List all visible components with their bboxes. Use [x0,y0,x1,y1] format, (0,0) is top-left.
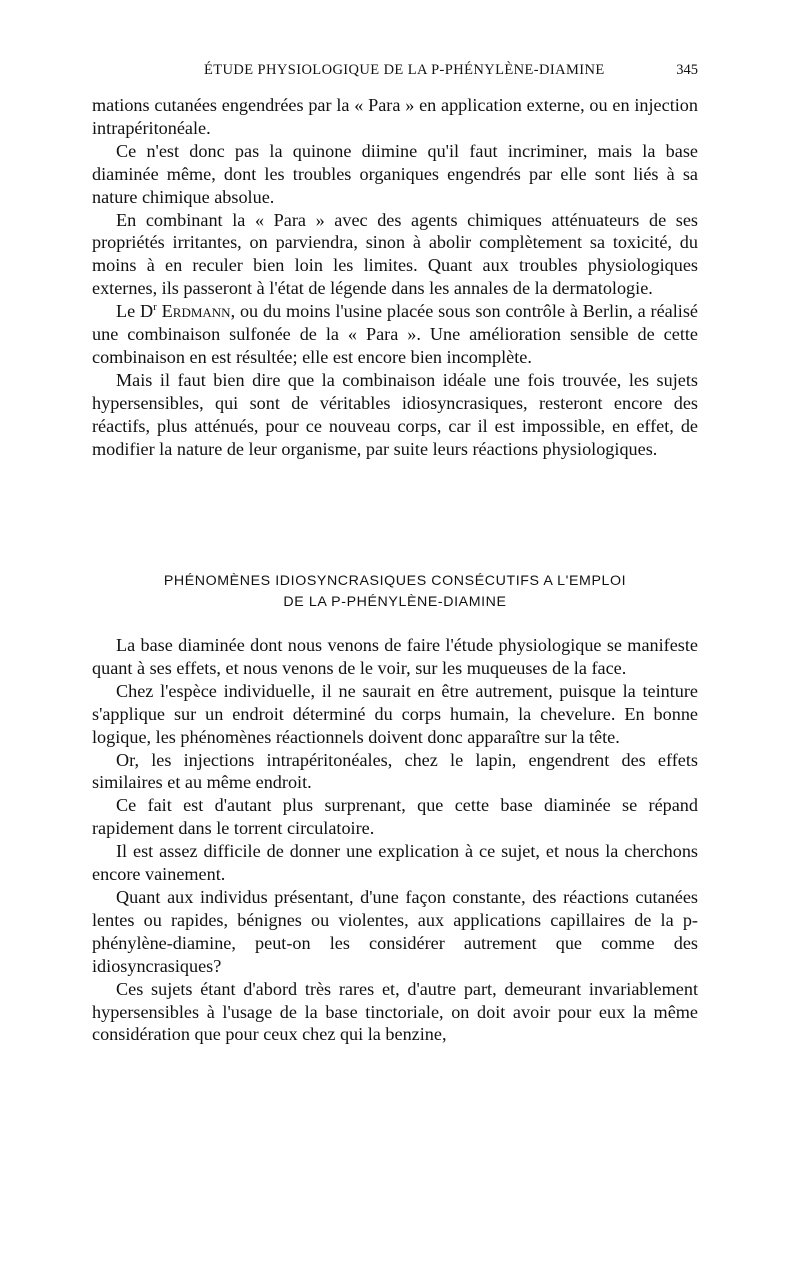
doctor-abbrev: Le D [116,301,154,322]
body-text-section-1 [92,94,698,461]
page-number: 345 [676,62,698,78]
paragraph: mations cutanées engendrées par la « Para » en application externe, ou en injection intrapéritonéale. [92,95,698,138]
paragraph: Ces sujets étant d'abord très rares et, d'autre part, demeurant invariablement hypersensibles à l'usage de la base tinctoriale, on doit avoir pour eux la même considération que pour ceux chez qui la benzine, [92,978,698,1045]
paragraph: Or, les injections intrapéritonéales, chez le lapin, engendrent des effets similaires et au même endroit. [92,749,698,793]
paragraph: Ce fait est d'autant plus surprenant, que cette base diaminée se répand rapidement dans le torrent circulatoire. [92,795,698,839]
paragraph-rest: , ou du moins l'usine placée sous son contrôle à Berlin, a réalisé une combinaison sulfonée de la « Para ». Une amélioration sensible de cette combinaison en est résultée; elle est encore bien incomplète. [92,301,698,367]
running-head [92,60,698,86]
paragraph: Mais il faut bien dire que la combinaison idéale une fois trouvée, les sujets hypersensibles, qui sont de véritables idiosyncrasiques, resteront encore des réactifs, plus atténués, pour ce nouveau corps, car il est impossible, en effet, de modifier la nature de leur organisme, par suite leurs réactions physiologiques. [92,369,698,459]
paragraph: En combinant la « Para » avec des agents chimiques atténuateurs de ses propriétés irritantes, on parviendra, sinon à abolir complètement sa toxicité, du moins à en reculer bien loin les limites. Quant aux troubles physiologiques externes, ils passeront à l'état de légende dans les annales de la dermatologie. [92,209,698,299]
paragraph: Chez l'espèce individuelle, il ne saurait en être autrement, puisque la teinture s'applique sur un endroit déterminé du corps humain, la chevelure. En bonne logique, les phénomènes réactionnels doivent donc apparaître sur la tête. [92,680,698,747]
paragraph: Il est assez difficile de donner une explication à ce sujet, et nous la cherchons encore vainement. [92,841,698,885]
paragraph: Quant aux individus présentant, d'une façon constante, des réactions cutanées lentes ou rapides, bénignes ou violentes, aux applications capillaires de la p-phénylène-diamine, peut-on les considérer autrement que comme des idiosyncrasiques? [92,886,698,976]
section-heading [92,571,698,613]
body-text-section-2 [92,634,698,1046]
paragraph-erdmann [92,300,698,369]
paragraph: La base diaminée dont nous venons de faire l'étude physiologique se manifeste quant à ses effets, et nous venons de le voir, sur les muqueuses de la face. [92,635,698,678]
paragraph: Ce n'est donc pas la quinone diimine qu'il faut incriminer, mais la base diaminée même, dont les troubles organiques engendrés par elle sont liés à sa nature chimique absolue. [92,140,698,207]
person-name: Erdmann [161,301,231,322]
section-heading-line-1: PHÉNOMÈNES IDIOSYNCRASIQUES CONSÉCUTIFS A L'EMPLOI [163,573,627,589]
section-heading-line-2: DE LA P-PHÉNYLÈNE-DIAMINE [283,594,507,610]
doctor-abbrev-sup: r [153,301,157,314]
running-title: ÉTUDE PHYSIOLOGIQUE DE LA P-PHÉNYLÈNE-DIAMINE [204,62,605,78]
